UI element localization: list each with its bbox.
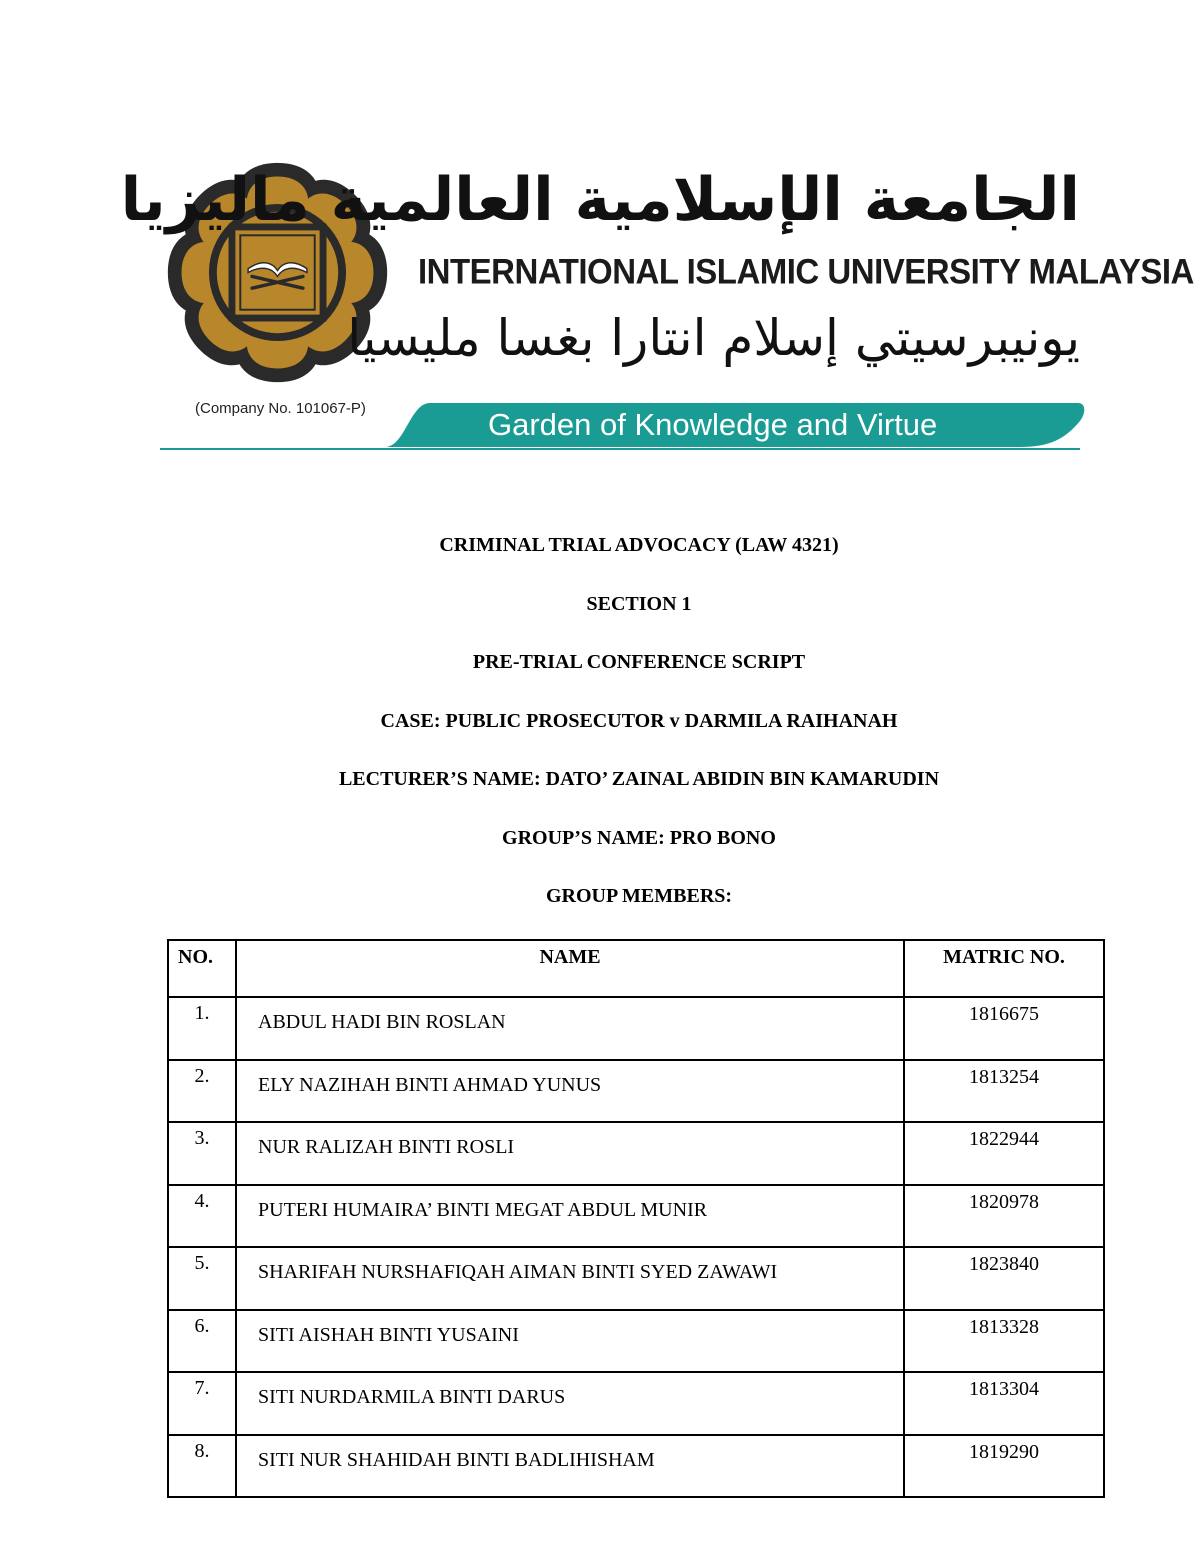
jawi-university-name: يونيبرسيتي إسلام انتارا بغسا مليسيا [347,309,1080,367]
table-row [168,1122,1104,1185]
group-members-table [167,939,1105,1498]
cell-name: SITI AISHAH BINTI YUSAINI [236,1310,904,1373]
cell-no: 3. [168,1122,236,1185]
case-title: CASE: PUBLIC PROSECUTOR v DARMILA RAIHANAH [380,709,898,732]
cell-matric: 1822944 [904,1122,1104,1185]
section-title: SECTION 1 [586,592,692,615]
university-name: INTERNATIONAL ISLAMIC UNIVERSITY MALAYSIA [418,251,1194,292]
cell-no: 4. [168,1185,236,1248]
cell-name: SITI NURDARMILA BINTI DARUS [236,1372,904,1435]
table-row [168,1372,1104,1435]
cell-no: 5. [168,1247,236,1310]
table-row [168,1060,1104,1123]
cell-name: PUTERI HUMAIRA’ BINTI MEGAT ABDUL MUNIR [236,1185,904,1248]
cell-name: NUR RALIZAH BINTI ROSLI [236,1122,904,1185]
cell-no: 2. [168,1060,236,1123]
cell-matric: 1819290 [904,1435,1104,1498]
group-name: GROUP’S NAME: PRO BONO [502,826,776,849]
cell-matric: 1820978 [904,1185,1104,1248]
course-title: CRIMINAL TRIAL ADVOCACY (LAW 4321) [439,534,839,556]
cell-matric: 1813304 [904,1372,1104,1435]
table-row [168,1435,1104,1498]
cell-name: SITI NUR SHAHIDAH BINTI BADLIHISHAM [236,1435,904,1498]
header-name: NAME [236,940,904,997]
script-title: PRE-TRIAL CONFERENCE SCRIPT [472,651,806,673]
lecturer-name: LECTURER’S NAME: DATO’ ZAINAL ABIDIN BIN KAMARUDIN [338,768,940,790]
cell-matric: 1816675 [904,997,1104,1060]
university-logo [120,150,1194,455]
cell-name: ABDUL HADI BIN ROSLAN [236,997,904,1060]
table-row [168,1247,1104,1310]
cell-no: 8. [168,1435,236,1498]
cell-matric: 1813254 [904,1060,1104,1123]
cell-no: 6. [168,1310,236,1373]
header-no: NO. [168,940,236,997]
company-number: (Company No. 101067-P) [195,400,366,417]
cover-titles [0,530,1200,940]
table-row [168,1185,1104,1248]
cell-no: 1. [168,997,236,1060]
cell-matric: 1813328 [904,1310,1104,1373]
cell-matric: 1823840 [904,1247,1104,1310]
header-matric: MATRIC NO. [904,940,1104,997]
table-header-row [168,940,1104,997]
cell-name: SHARIFAH NURSHAFIQAH AIMAN BINTI SYED ZAWAWI [236,1247,904,1310]
table-row [168,1310,1104,1373]
cell-no: 7. [168,1372,236,1435]
university-tagline: Garden of Knowledge and Virtue [488,407,938,442]
arabic-university-name: الجامعة الإسلامية العالمية ماليزيا [120,165,1080,235]
table-row [168,997,1104,1060]
cell-name: ELY NAZIHAH BINTI AHMAD YUNUS [236,1060,904,1123]
group-members-heading: GROUP MEMBERS: [545,885,733,907]
